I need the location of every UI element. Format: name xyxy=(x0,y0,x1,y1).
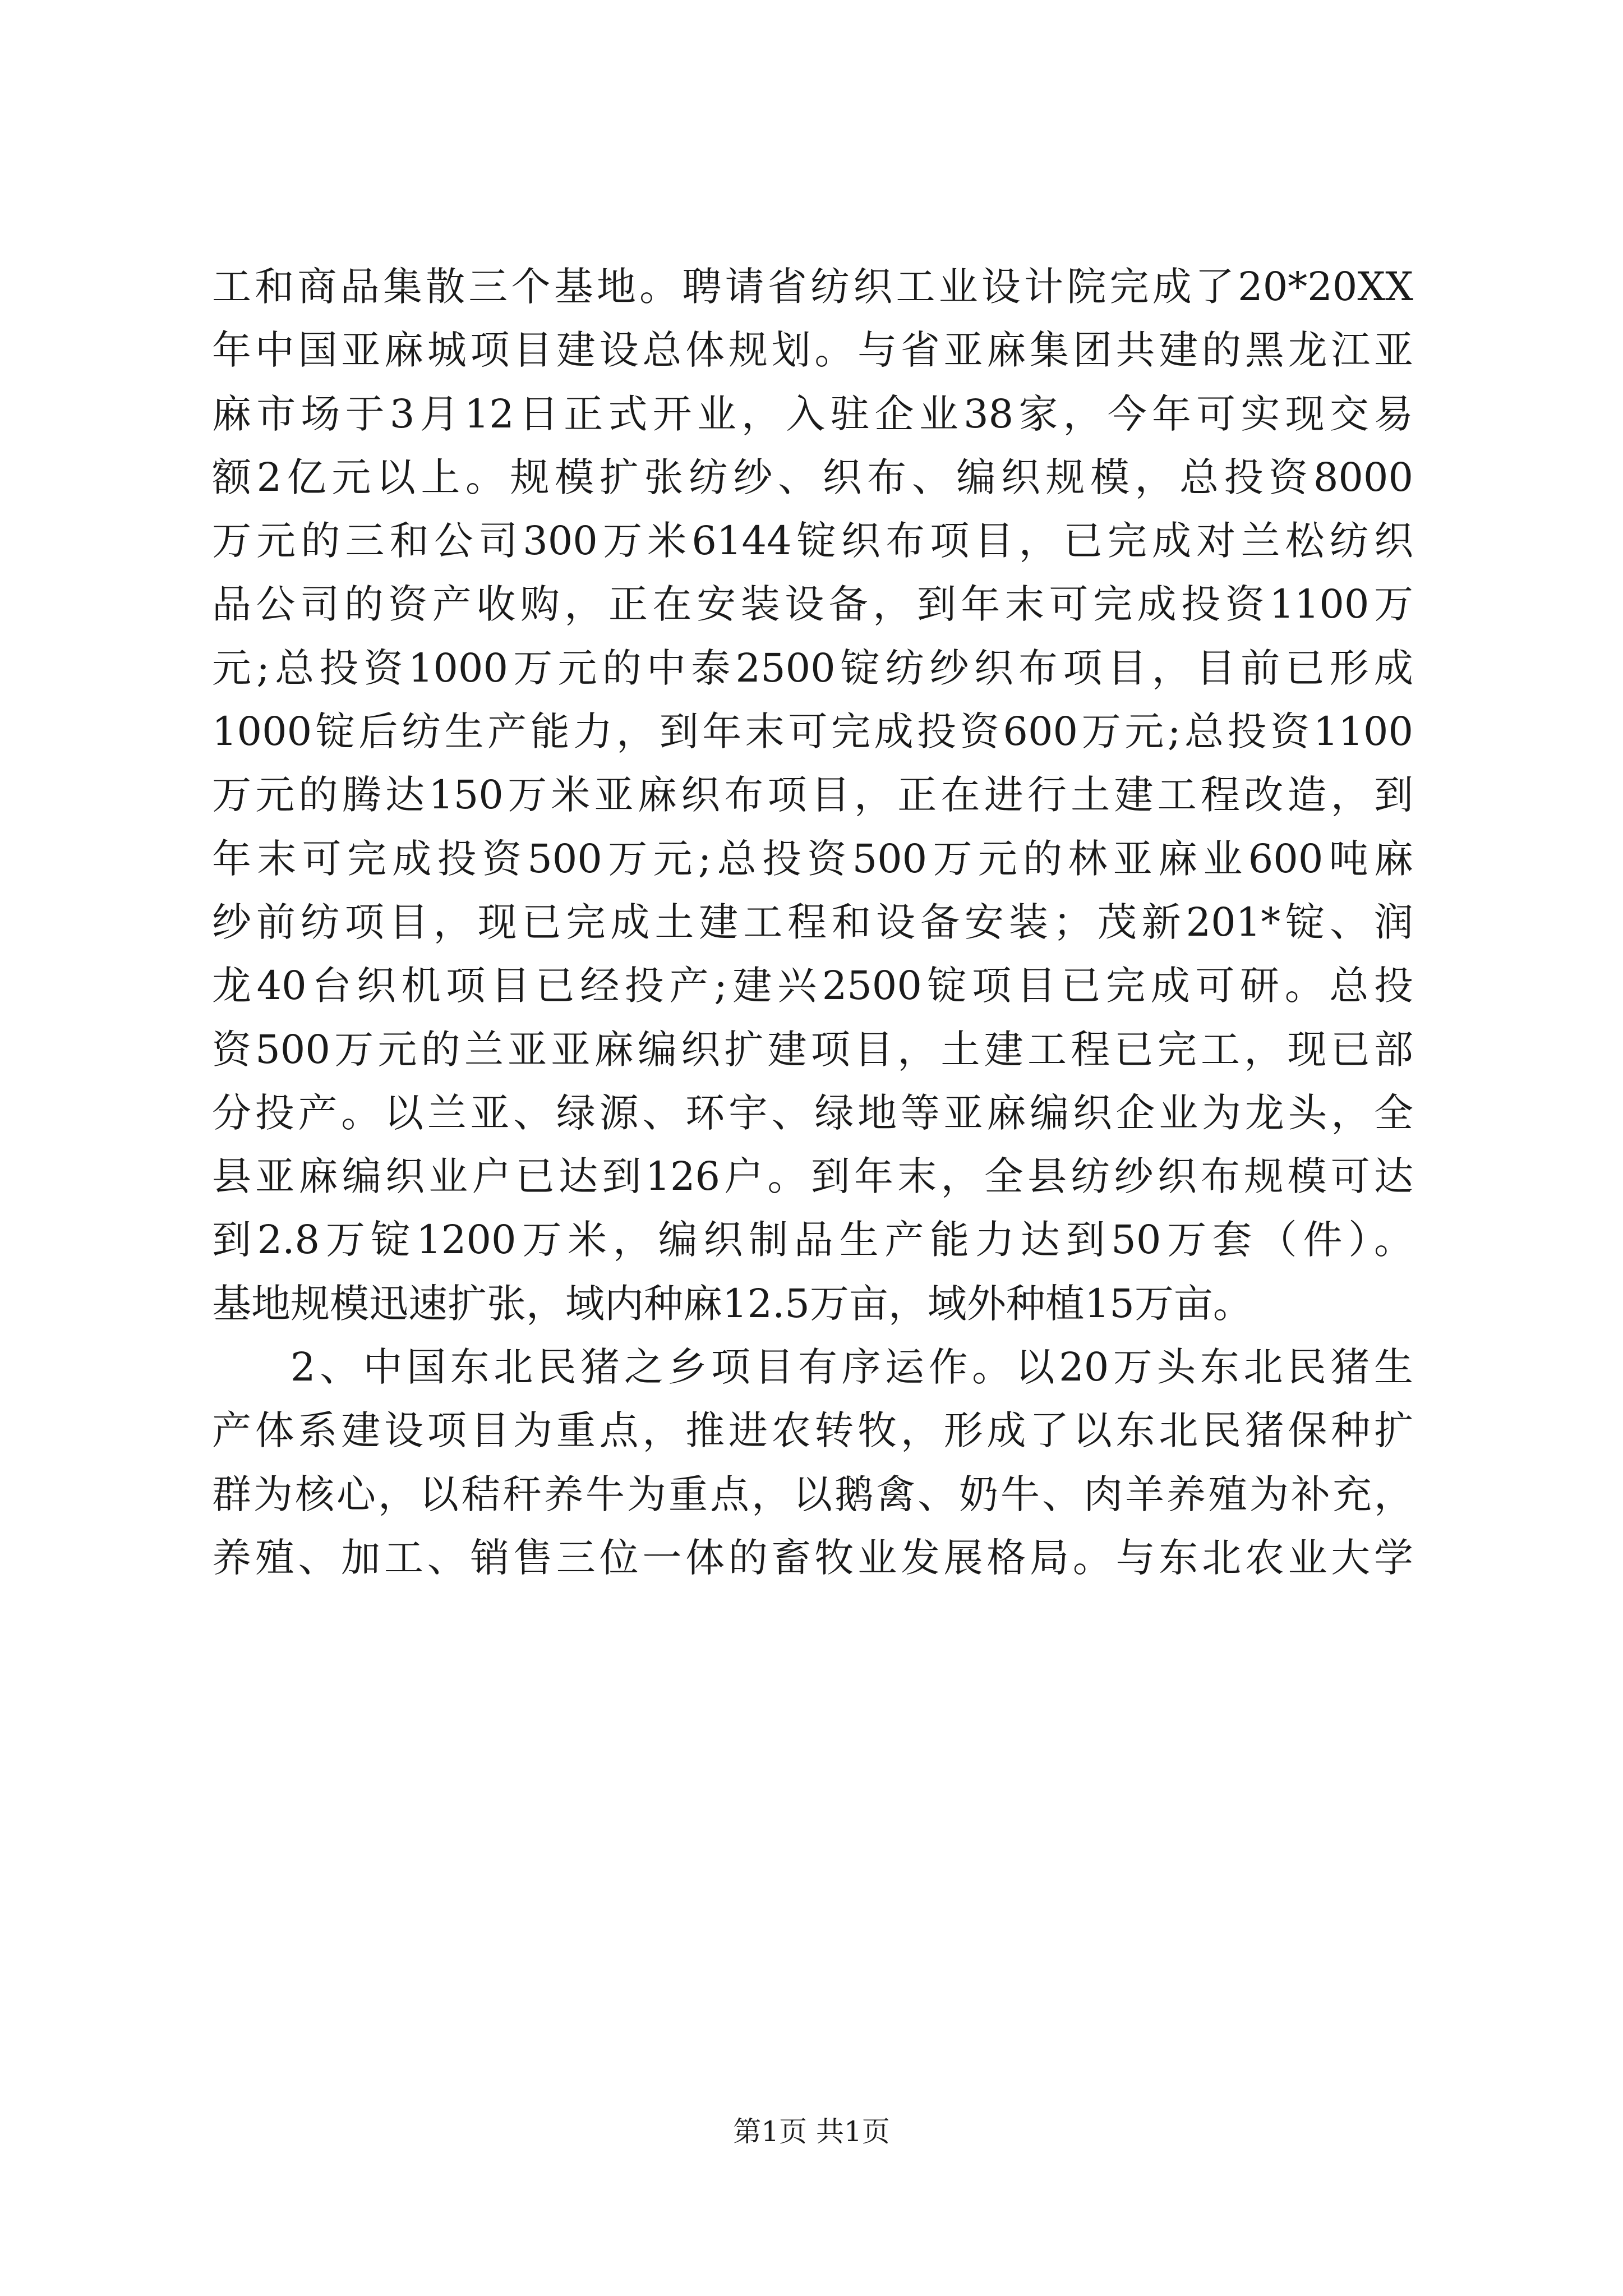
text-line: 产体系建设项目为重点，推进农转牧，形成了以东北民猪保种扩 xyxy=(212,1407,1413,1454)
text-line: 龙40台织机项目已经投产;建兴2500锭项目已完成可研。总投 xyxy=(212,963,1413,1009)
text-line: 麻市场于3月12日正式开业，入驻企业38家，今年可实现交易 xyxy=(212,390,1413,437)
text-line: 额2亿元以上。规模扩张纺纱、织布、编织规模，总投资8000 xyxy=(212,454,1413,500)
text-line: 县亚麻编织业户已达到126户。到年末，全县纺纱织布规模可达 xyxy=(212,1153,1413,1200)
document-body xyxy=(212,255,1413,1590)
text-line: 养殖、加工、销售三位一体的畜牧业发展格局。与东北农业大学 xyxy=(212,1534,1413,1581)
text-line: 年中国亚麻城项目建设总体规划。与省亚麻集团共建的黑龙江亚 xyxy=(212,327,1413,374)
text-line: 群为核心，以秸秆养牛为重点，以鹅禽、奶牛、肉羊养殖为补充， xyxy=(212,1471,1413,1517)
text-line: 品公司的资产收购，正在安装设备，到年末可完成投资1100万 xyxy=(212,581,1413,628)
text-line: 纱前纺项目，现已完成土建工程和设备安装；茂新201*锭、润 xyxy=(212,899,1413,945)
text-line: 资500万元的兰亚亚麻编织扩建项目，土建工程已完工，现已部 xyxy=(212,1026,1413,1073)
text-line: 万元的腾达150万米亚麻织布项目，正在进行土建工程改造，到 xyxy=(212,772,1413,818)
text-line: 年末可完成投资500万元;总投资500万元的林亚麻业600吨麻 xyxy=(212,835,1413,882)
text-line: 元;总投资1000万元的中泰2500锭纺纱织布项目，目前已形成 xyxy=(212,645,1413,691)
text-line: 分投产。以兰亚、绿源、环宇、绿地等亚麻编织企业为龙头，全 xyxy=(212,1089,1413,1136)
page-number-footer: 第1页 共1页 xyxy=(733,2115,890,2148)
text-line: 到2.8万锭1200万米，编织制品生产能力达到50万套（件）。 xyxy=(212,1217,1413,1263)
text-line: 万元的三和公司300万米6144锭织布项目，已完成对兰松纺织 xyxy=(212,518,1413,564)
paragraph-start-line: 2、中国东北民猪之乡项目有序运作。以20万头东北民猪生 xyxy=(291,1344,1413,1391)
text-line: 1000锭后纺生产能力，到年末可完成投资600万元;总投资1100 xyxy=(212,708,1413,755)
text-line: 工和商品集散三个基地。聘请省纺织工业设计院完成了20*20XX xyxy=(212,264,1413,310)
paragraph-end-line: 基地规模迅速扩张，域内种麻12.5万亩，域外种植15万亩。 xyxy=(212,1280,1252,1327)
